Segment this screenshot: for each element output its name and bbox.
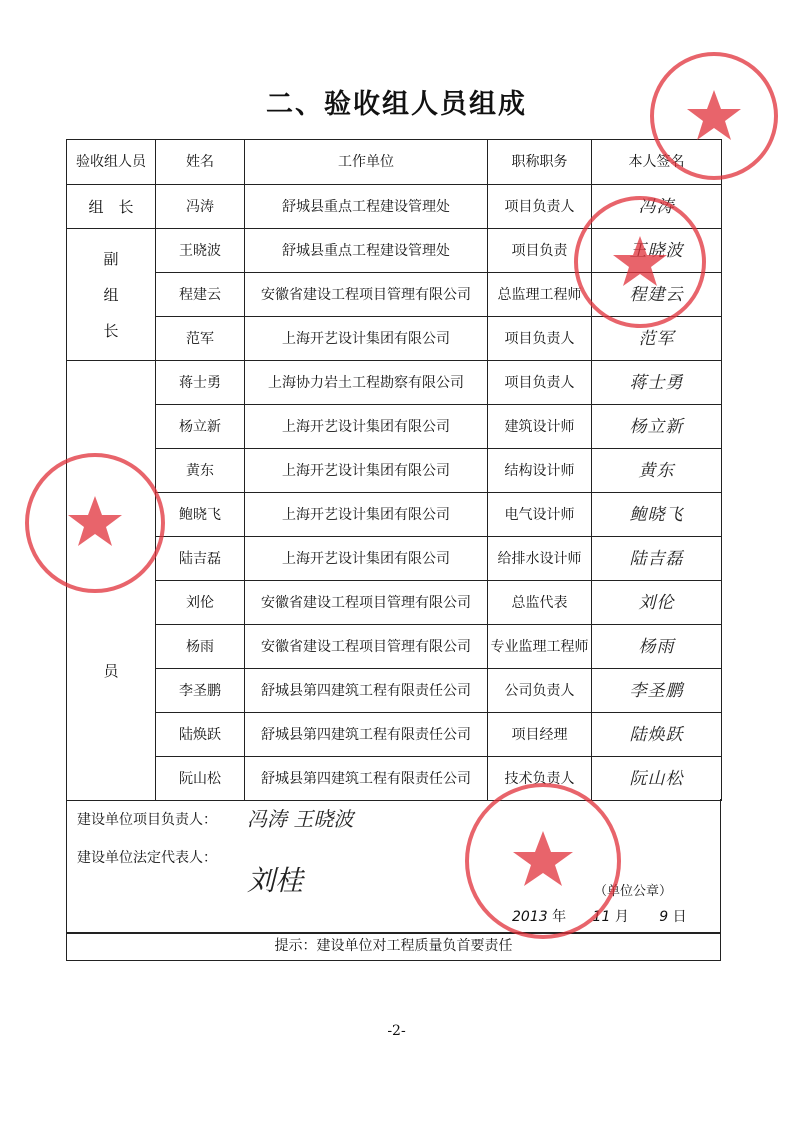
- member-name: 蒋士勇: [156, 361, 245, 405]
- member-unit: 上海协力岩土工程勘察有限公司: [245, 361, 488, 405]
- date-day-unit: 日: [672, 909, 687, 925]
- member-signature: 李圣鹏: [592, 669, 722, 713]
- member-unit: 舒城县重点工程建设管理处: [245, 185, 488, 229]
- group-leader: 组 长: [67, 185, 156, 229]
- member-signature: 阮山松: [592, 757, 722, 801]
- member-title: 项目负责人: [488, 317, 592, 361]
- table-row: [67, 361, 722, 405]
- member-unit: 上海开艺设计集团有限公司: [245, 537, 488, 581]
- header-title: 职称职务: [488, 140, 592, 185]
- member-signature: 冯涛: [592, 185, 722, 229]
- member-title: 公司负责人: [488, 669, 592, 713]
- seal-label: （单位公章）: [594, 884, 673, 899]
- member-name: 黄东: [156, 449, 245, 493]
- seal-stamp-icon: [20, 448, 170, 598]
- project-lead-label: 建设单位项目负责人：: [77, 812, 217, 828]
- member-unit: 上海开艺设计集团有限公司: [245, 493, 488, 537]
- member-signature: 程建云: [592, 273, 722, 317]
- date-day: 9: [659, 909, 669, 925]
- member-unit: 舒城县第四建筑工程有限责任公司: [245, 669, 488, 713]
- member-title: 给排水设计师: [488, 537, 592, 581]
- table-row: [67, 625, 722, 669]
- group-deputy: [67, 229, 156, 361]
- member-title: 项目经理: [488, 713, 592, 757]
- member-unit: 安徽省建设工程项目管理有限公司: [245, 625, 488, 669]
- member-unit: 安徽省建设工程项目管理有限公司: [245, 581, 488, 625]
- table-row: [67, 405, 722, 449]
- member-signature: 蒋士勇: [592, 361, 722, 405]
- table-row: [67, 669, 722, 713]
- member-name: 陆焕跃: [156, 713, 245, 757]
- member-signature: 黄东: [592, 449, 722, 493]
- member-unit: 上海开艺设计集团有限公司: [245, 317, 488, 361]
- date-month: 11: [592, 909, 611, 925]
- header-name: 姓名: [156, 140, 245, 185]
- member-title: 技术负责人: [488, 757, 592, 801]
- seal-stamp-icon: [646, 48, 782, 184]
- member-title: 专业监理工程师: [488, 625, 592, 669]
- table-row: [67, 713, 722, 757]
- date-year: 2013: [512, 909, 548, 925]
- member-title: 项目负责: [488, 229, 592, 273]
- header-group: 验收组人员: [67, 140, 156, 185]
- member-signature: 范军: [592, 317, 722, 361]
- member-title: 电气设计师: [488, 493, 592, 537]
- date-month-unit: 月: [614, 909, 629, 925]
- member-name: 范军: [156, 317, 245, 361]
- member-name: 阮山松: [156, 757, 245, 801]
- member-title: 项目负责人: [488, 185, 592, 229]
- member-signature: 陆吉磊: [592, 537, 722, 581]
- member-signature: 王晓波: [592, 229, 722, 273]
- header-signature: 本人签名: [592, 140, 722, 185]
- group-deputy-char: 组: [103, 285, 119, 304]
- member-unit: 上海开艺设计集团有限公司: [245, 405, 488, 449]
- member-title: 总监代表: [488, 581, 592, 625]
- date-year-unit: 年: [552, 909, 567, 925]
- hint-text: 提示：建设单位对工程质量负首要责任: [66, 932, 721, 961]
- member-name: 李圣鹏: [156, 669, 245, 713]
- member-title: 建筑设计师: [488, 405, 592, 449]
- seal-stamp-icon: [570, 192, 710, 332]
- member-title: 项目负责人: [488, 361, 592, 405]
- member-signature: 杨立新: [592, 405, 722, 449]
- group-deputy-char: 长: [103, 321, 119, 340]
- member-signature: 刘伦: [592, 581, 722, 625]
- member-name: 陆吉磊: [156, 537, 245, 581]
- member-unit: 舒城县重点工程建设管理处: [245, 229, 488, 273]
- member-name: 程建云: [156, 273, 245, 317]
- project-lead-signature: 冯涛 王晓波: [247, 807, 354, 831]
- member-title: 总监理工程师: [488, 273, 592, 317]
- member-name: 鲍晓飞: [156, 493, 245, 537]
- member-name: 刘伦: [156, 581, 245, 625]
- group-deputy-char: 副: [103, 249, 119, 268]
- group-member-label: 员: [103, 661, 119, 680]
- member-unit: 安徽省建设工程项目管理有限公司: [245, 273, 488, 317]
- member-signature: 陆焕跃: [592, 713, 722, 757]
- member-name: 冯涛: [156, 185, 245, 229]
- member-name: 杨雨: [156, 625, 245, 669]
- member-signature: 鲍晓飞: [592, 493, 722, 537]
- member-name: 杨立新: [156, 405, 245, 449]
- header-unit: 工作单位: [245, 140, 488, 185]
- member-signature: 杨雨: [592, 625, 722, 669]
- seal-stamp-icon: [460, 778, 626, 944]
- member-unit: 上海开艺设计集团有限公司: [245, 449, 488, 493]
- legal-rep-label: 建设单位法定代表人：: [77, 850, 217, 866]
- member-title: 结构设计师: [488, 449, 592, 493]
- member-unit: 舒城县第四建筑工程有限责任公司: [245, 713, 488, 757]
- member-unit: 舒城县第四建筑工程有限责任公司: [245, 757, 488, 801]
- member-name: 王晓波: [156, 229, 245, 273]
- legal-rep-signature: 刘桂: [247, 864, 304, 897]
- page-number: -2-: [387, 1023, 406, 1039]
- page-title: 二、验收组人员组成: [266, 89, 527, 120]
